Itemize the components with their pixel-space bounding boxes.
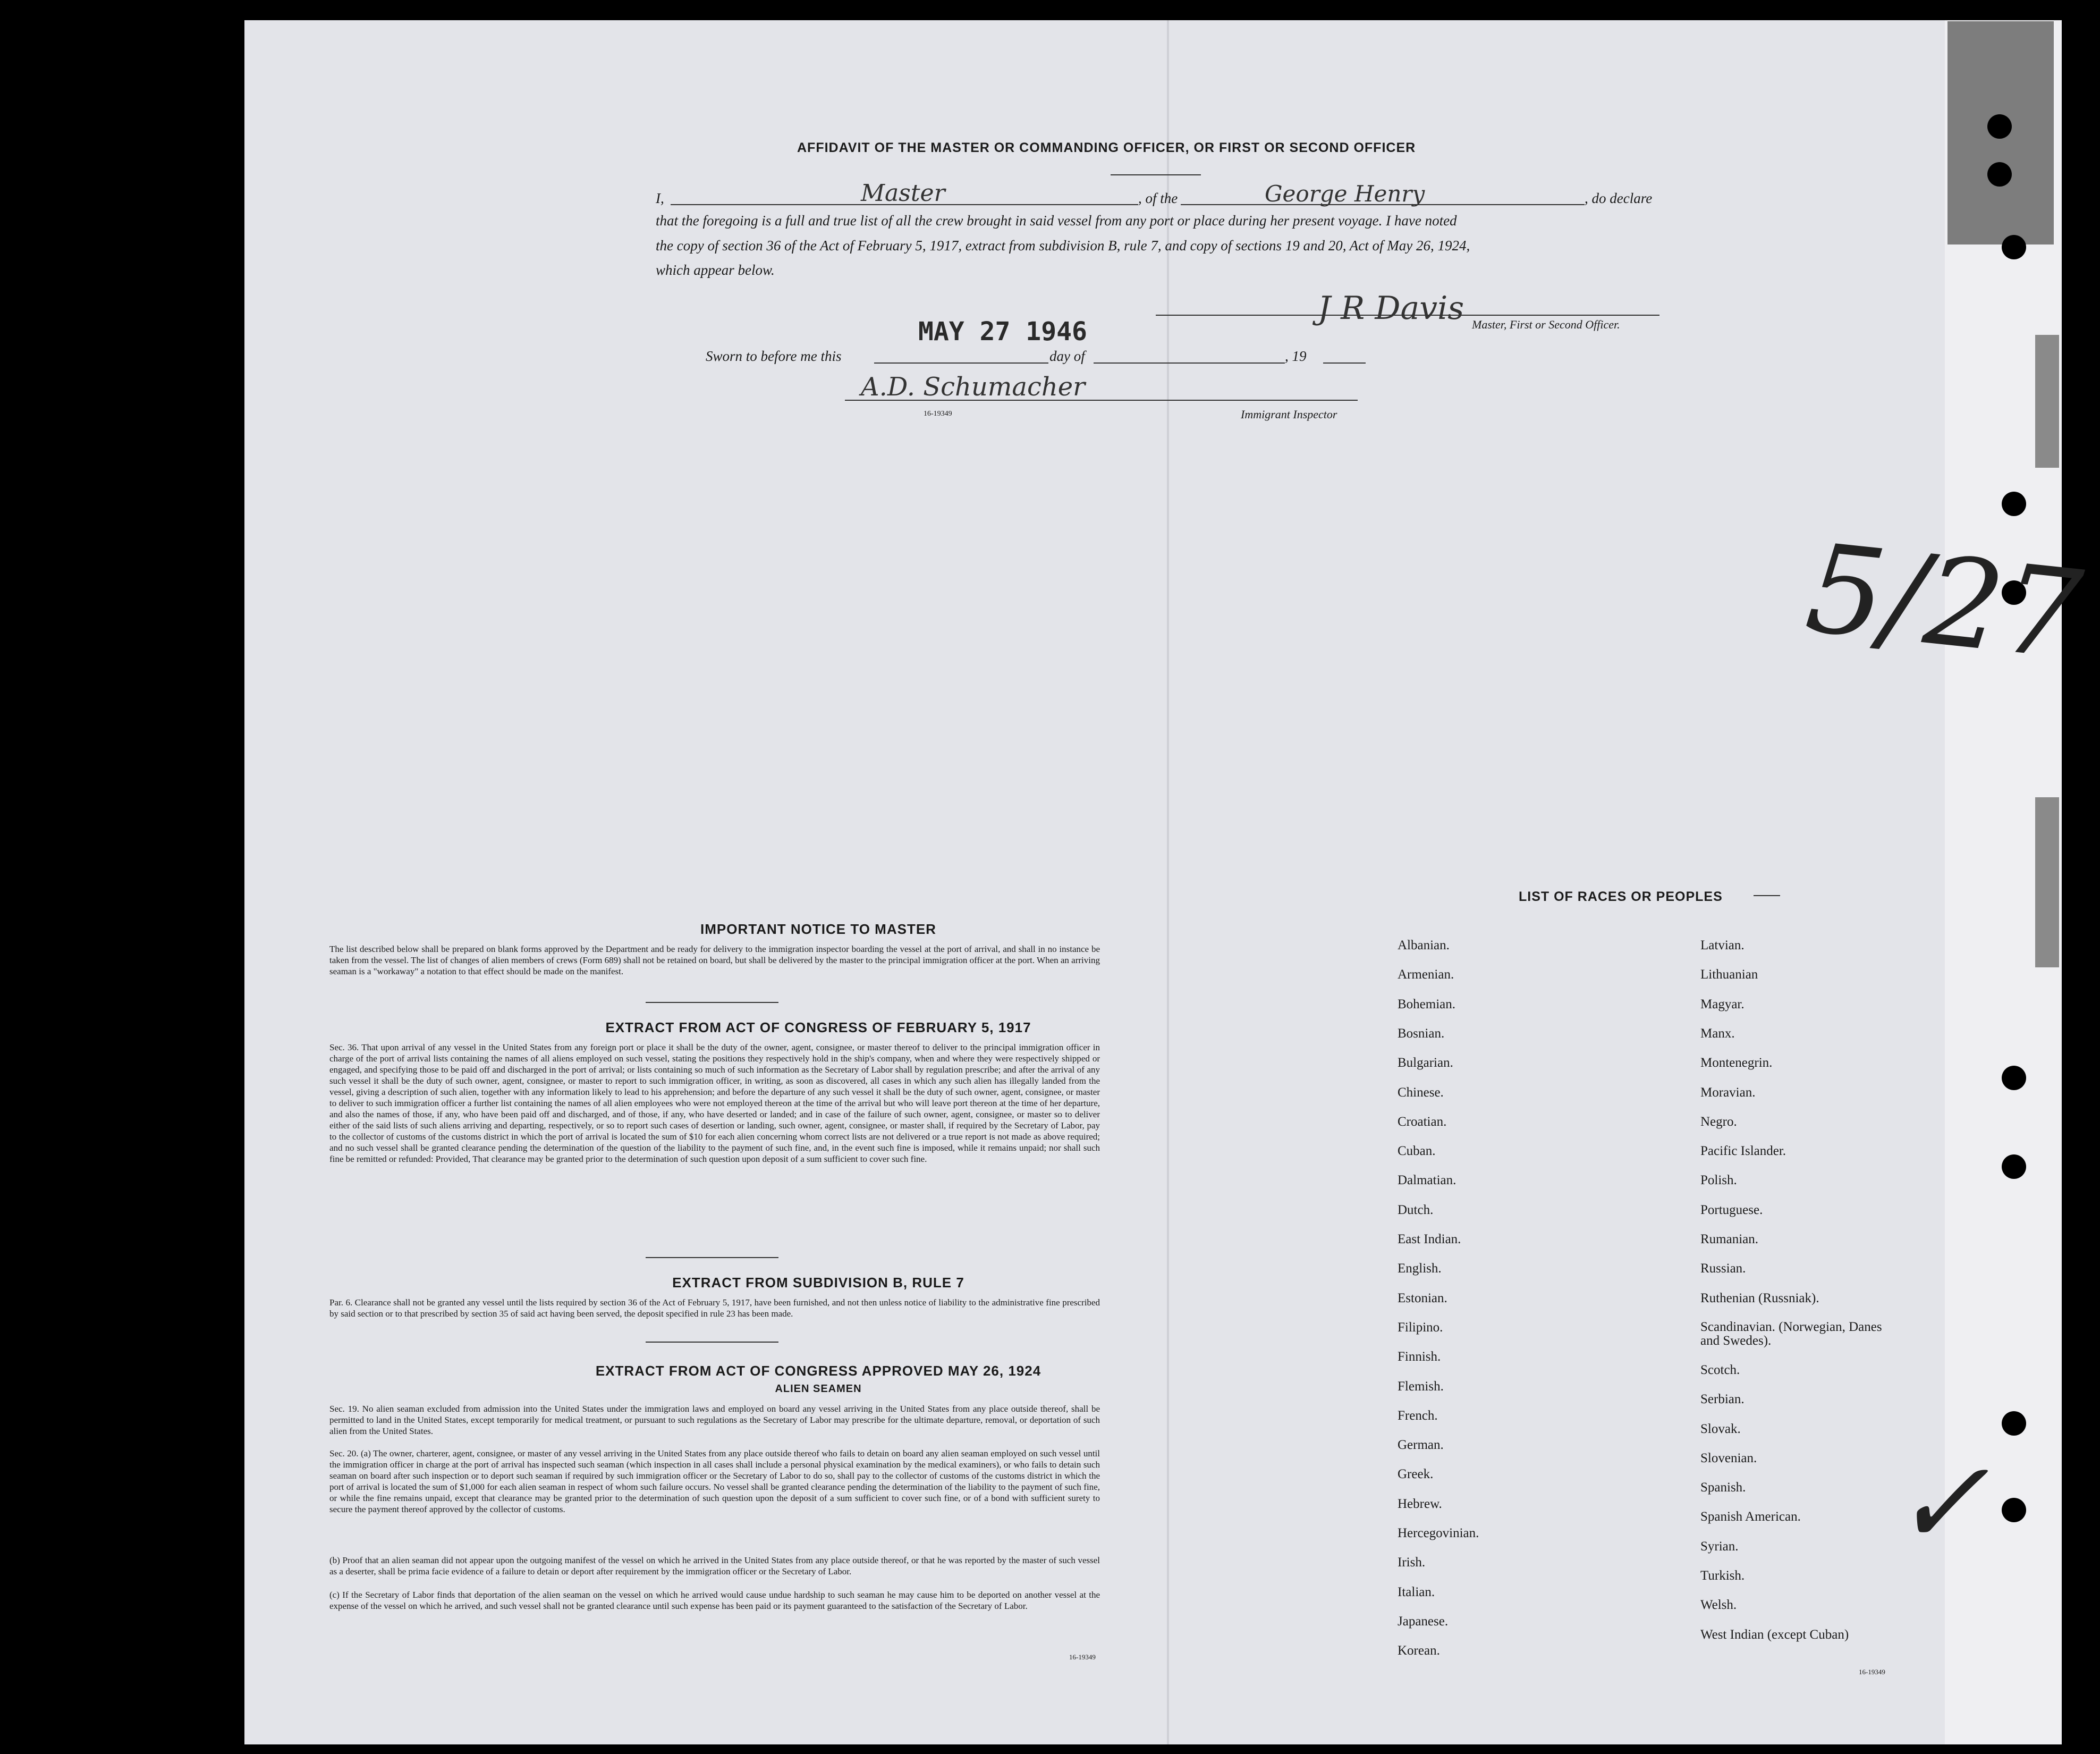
- extract-rule7-title: EXTRACT FROM SUBDIVISION B, RULE 7: [672, 1275, 964, 1291]
- races-title: LIST OF RACES OR PEOPLES: [1519, 889, 1723, 904]
- race-item: Spanish.: [1700, 1480, 1746, 1495]
- race-item: Pacific Islander.: [1700, 1144, 1786, 1159]
- i-label: I,: [656, 190, 664, 206]
- race-item: Japanese.: [1398, 1614, 1449, 1629]
- race-item: Latvian.: [1700, 938, 1745, 952]
- form-number: 16-19349: [1859, 1668, 1885, 1676]
- extract-1924-sec20c: (c) If the Secretary of Labor finds that deportation of the alien seaman on the vessel on which he arrived would cause undue hardship to such seaman he may cause him to be deported on another vessel at the expense of the vessel on which he arrived, and such vessel shall not be granted clearance until such expense has been paid or its payment guaranteed to the satisfaction of the Secretary of Labor.: [329, 1590, 1100, 1611]
- extract-1917-title: EXTRACT FROM ACT OF CONGRESS OF FEBRUARY 5, 1917: [605, 1019, 1031, 1035]
- race-item: English.: [1398, 1261, 1442, 1276]
- inspector-signature: A.D. Schumacher: [861, 372, 1086, 402]
- race-item: Dalmatian.: [1398, 1173, 1457, 1188]
- day-of-label: day of: [1049, 348, 1085, 364]
- affidavit-body-line-1: that the foregoing is a full and true list of all the crew brought in said vessel from any port or place during her present voyage. I have noted: [656, 213, 1457, 229]
- extract-1917-text: Sec. 36. That upon arrival of any vessel in the United States from any foreign port or place it shall be the duty of the owner, agent, consignee, or master thereof to deliver to the principal immigration officer in charge of the port of arrival lists containing the names of all aliens employed on such vessel, stating the positions they respectively hold in the ship's company, when and where they were respectively shipped or engaged, and specifying those to be paid off and discharged in the port of arrival; or lists containing so much of such information as the Secretary of Labor shall by regulation prescribe; and after the arrival of any such vessel it shall be the duty of such owner, agent, consignee, or master to report to such immigration officer, in writing, as soon as discovered, all cases in which any such alien has illegally landed from the vessel, giving a description of such alien, together with any information likely to lead to his apprehension; and before the departure of any such vessel it shall be the duty of such owner, agent, consignee, or master to deliver to such immigration officer a further list containing the names of all alien employees who were not employed thereon at the time of the arrival but who will leave port thereon at the time of her departure, and also the names of those, if any, who have been paid off and discharged, and of those, if any, who have deserted or landed; and in case of the failure of such owner, agent, consignee, or master so to deliver either of the said lists of such aliens arriving and departing, respectively, or so to report such cases of desertion or landing, such owner, agent, consignee, or master shall, if required by the Secretary of Labor, pay to the collector of customs of the customs district in which the port of arrival is located the sum of $10 for each alien concerning whom correct lists are not delivered or a true report is not made as above required; and no such vessel shall be granted clearance pending the determination of the question of the liability to the payment of such fine, and, in the event such fine is imposed, while it remains unpaid; nor shall such fine be remitted or refunded: Provided, That clearance may be granted prior to the determination of such question upon deposit of a sum sufficient to cover such fine.: [329, 1042, 1100, 1164]
- date-stamp: MAY 27 1946: [918, 317, 1087, 347]
- race-item: Moravian.: [1700, 1085, 1756, 1100]
- race-item: Scandinavian. (Norwegian, Danes and Swedes).: [1700, 1319, 1882, 1348]
- punch-hole: [2002, 1498, 2026, 1522]
- race-item: Bohemian.: [1398, 997, 1456, 1011]
- race-item: Slovenian.: [1700, 1451, 1757, 1465]
- punch-hole: [1987, 162, 2012, 187]
- punch-hole: [2002, 1411, 2026, 1436]
- affidavit-body-line-2: the copy of section 36 of the Act of February 5, 1917, extract from subdivision B, rule 7, and copy of sections 19 and 20, Act of May 26, 1924,: [656, 238, 1470, 254]
- of-the-label: , of the: [1138, 190, 1178, 206]
- divider: [1111, 174, 1201, 175]
- race-item: Welsh.: [1700, 1598, 1737, 1613]
- race-item: Italian.: [1398, 1584, 1435, 1599]
- race-item: Dutch.: [1398, 1202, 1434, 1217]
- vessel-handwriting: George Henry: [1265, 181, 1425, 207]
- race-item: French.: [1398, 1408, 1438, 1423]
- notice-text: The list described below shall be prepared on blank forms approved by the Department and be ready for delivery to the immigration inspector boarding the vessel at the port of arrival, and shall in no instance be taken from the vessel. The list of changes of alien members of crews (Form 689) shall not be retained on board, but shall be delivered by the master to the principal immigration officer at the port. When an arriving seaman is a "workaway" a notation to that effect should be made on the manifest.: [329, 944, 1100, 976]
- extract-1924-sec20a: Sec. 20. (a) The owner, charterer, agent, consignee, or master of any vessel arriving in the United States from any place outside thereof who fails to detain on board any alien seaman employed on such vessel until the immigration officer in charge at the port of arrival has inspected such seaman (which inspection in all cases shall include a personal physical examination by the medical examiners), or who fails to detain such seaman on board after such inspection or to deport such seaman if required by such immigration officer or the Secretary of Labor to do so, shall pay to the collector of customs of the customs district in which the port of arrival is located the sum of $1,000 for each alien seaman in respect of whom such failure occurs. No vessel shall be granted clearance pending the determination of the liability to the payment of such fine, or while the fine remains unpaid, except that clearance may be granted prior to the determination of such question upon the deposit of a sum sufficient to cover such fine, or of a bond with sufficient surety to secure the payment thereof approved by the collector of customs.: [329, 1448, 1100, 1514]
- race-item: German.: [1398, 1438, 1444, 1453]
- sworn-month-line: [1094, 362, 1285, 364]
- extract-1924-sec19: Sec. 19. No alien seaman excluded from admission into the United States under the immigration laws and employed on board any vessel arriving in the United States from any place outside thereof, shall be permitted to land in the United States, except temporarily for medical treatment, or pursuant to such regulations as the Secretary of Labor may prescribe for the ultimate departure, removal, or deportation of such alien from the United States.: [329, 1404, 1100, 1436]
- sworn-day-line: [874, 362, 1048, 364]
- race-item: Albanian.: [1398, 938, 1450, 952]
- race-item: Hercegovinian.: [1398, 1526, 1479, 1540]
- punch-hole: [1987, 114, 2012, 139]
- divider: [646, 1002, 778, 1003]
- do-declare-label: , do declare: [1585, 190, 1653, 206]
- inspector-line: [845, 400, 1358, 401]
- master-signature: J R Davis: [1318, 290, 1464, 327]
- race-item: Magyar.: [1700, 997, 1745, 1011]
- race-item: Negro.: [1700, 1114, 1737, 1129]
- race-item: Irish.: [1398, 1555, 1426, 1570]
- form-number: 16-19349: [924, 410, 952, 418]
- race-item: Hebrew.: [1398, 1496, 1442, 1511]
- race-item: Scotch.: [1700, 1362, 1740, 1377]
- punch-hole: [2002, 1066, 2026, 1090]
- sworn-label: Sworn to before me this: [706, 348, 842, 364]
- extract-1924-title: EXTRACT FROM ACT OF CONGRESS APPROVED MAY 26, 1924: [595, 1363, 1041, 1379]
- margin-note: 5/27: [1800, 517, 2088, 688]
- inspector-caption: Immigrant Inspector: [1241, 408, 1337, 421]
- affidavit-body-line-3: which appear below.: [656, 262, 775, 278]
- race-item: East Indian.: [1398, 1232, 1461, 1246]
- race-item: Polish.: [1700, 1173, 1737, 1188]
- name-handwriting: Master: [861, 180, 945, 207]
- race-item: Bosnian.: [1398, 1026, 1445, 1041]
- extract-rule7-text: Par. 6. Clearance shall not be granted any vessel until the lists required by section 36 of the Act of February 5, 1917, have been furnished, and not then unless notice of liability to the administrative fine prescribed by said section or to that prescribed by section 35 of said act having been served, the deposit specified in rule 23 has been made.: [329, 1297, 1100, 1319]
- master-caption: Master, First or Second Officer.: [1472, 318, 1620, 331]
- form-number: 16-19349: [1069, 1653, 1096, 1661]
- race-item: Cuban.: [1398, 1144, 1436, 1159]
- race-item: Bulgarian.: [1398, 1056, 1453, 1070]
- page-fold: [1167, 20, 1169, 1744]
- race-item: Spanish American.: [1700, 1510, 1801, 1524]
- race-item: Montenegrin.: [1700, 1056, 1773, 1070]
- race-item: Armenian.: [1398, 967, 1454, 982]
- race-item: Ruthenian (Russniak).: [1700, 1291, 1819, 1305]
- race-item: Filipino.: [1398, 1320, 1443, 1335]
- race-item: Slovak.: [1700, 1421, 1741, 1436]
- race-item: Finnish.: [1398, 1350, 1441, 1364]
- race-item: Serbian.: [1700, 1392, 1745, 1407]
- race-item: Estonian.: [1398, 1291, 1447, 1305]
- binding-tape: [2035, 797, 2059, 967]
- race-item: Korean.: [1398, 1643, 1440, 1658]
- year-label: , 19: [1285, 348, 1307, 364]
- binding-tape: [2035, 335, 2059, 468]
- race-item: Chinese.: [1398, 1085, 1444, 1100]
- race-item: Turkish.: [1700, 1569, 1745, 1583]
- divider: [646, 1342, 778, 1343]
- race-item: Russian.: [1700, 1261, 1746, 1276]
- race-item: Flemish.: [1398, 1379, 1444, 1394]
- affidavit-title: AFFIDAVIT OF THE MASTER OR COMMANDING OFFICER, OR FIRST OR SECOND OFFICER: [797, 140, 1416, 155]
- punch-hole: [2002, 492, 2026, 516]
- notice-title: IMPORTANT NOTICE TO MASTER: [700, 921, 936, 937]
- divider: [646, 1257, 778, 1258]
- race-item: Greek.: [1398, 1467, 1434, 1482]
- race-item: Syrian.: [1700, 1539, 1739, 1554]
- punch-hole: [2002, 235, 2026, 259]
- sworn-year-line: [1323, 362, 1366, 364]
- divider: [1754, 895, 1780, 896]
- race-item: Croatian.: [1398, 1114, 1447, 1129]
- extract-1924-sec20b: (b) Proof that an alien seaman did not appear upon the outgoing manifest of the vessel on which he arrived in the United States from any place outside thereof, or that he was reported by the master of such vessel as a deserter, shall be prima facie evidence of a failure to detain or deport after requirement by the immigration officer or the Secretary of Labor.: [329, 1555, 1100, 1576]
- race-item: West Indian (except Cuban): [1700, 1627, 1849, 1642]
- race-item: Rumanian.: [1700, 1232, 1759, 1246]
- check-mark: ✓: [1892, 1435, 1990, 1571]
- race-item: Manx.: [1700, 1026, 1735, 1041]
- punch-hole: [2002, 1154, 2026, 1179]
- extract-1924-subtitle: ALIEN SEAMEN: [775, 1383, 862, 1395]
- race-item: Portuguese.: [1700, 1202, 1763, 1217]
- race-item: Lithuanian: [1700, 967, 1758, 982]
